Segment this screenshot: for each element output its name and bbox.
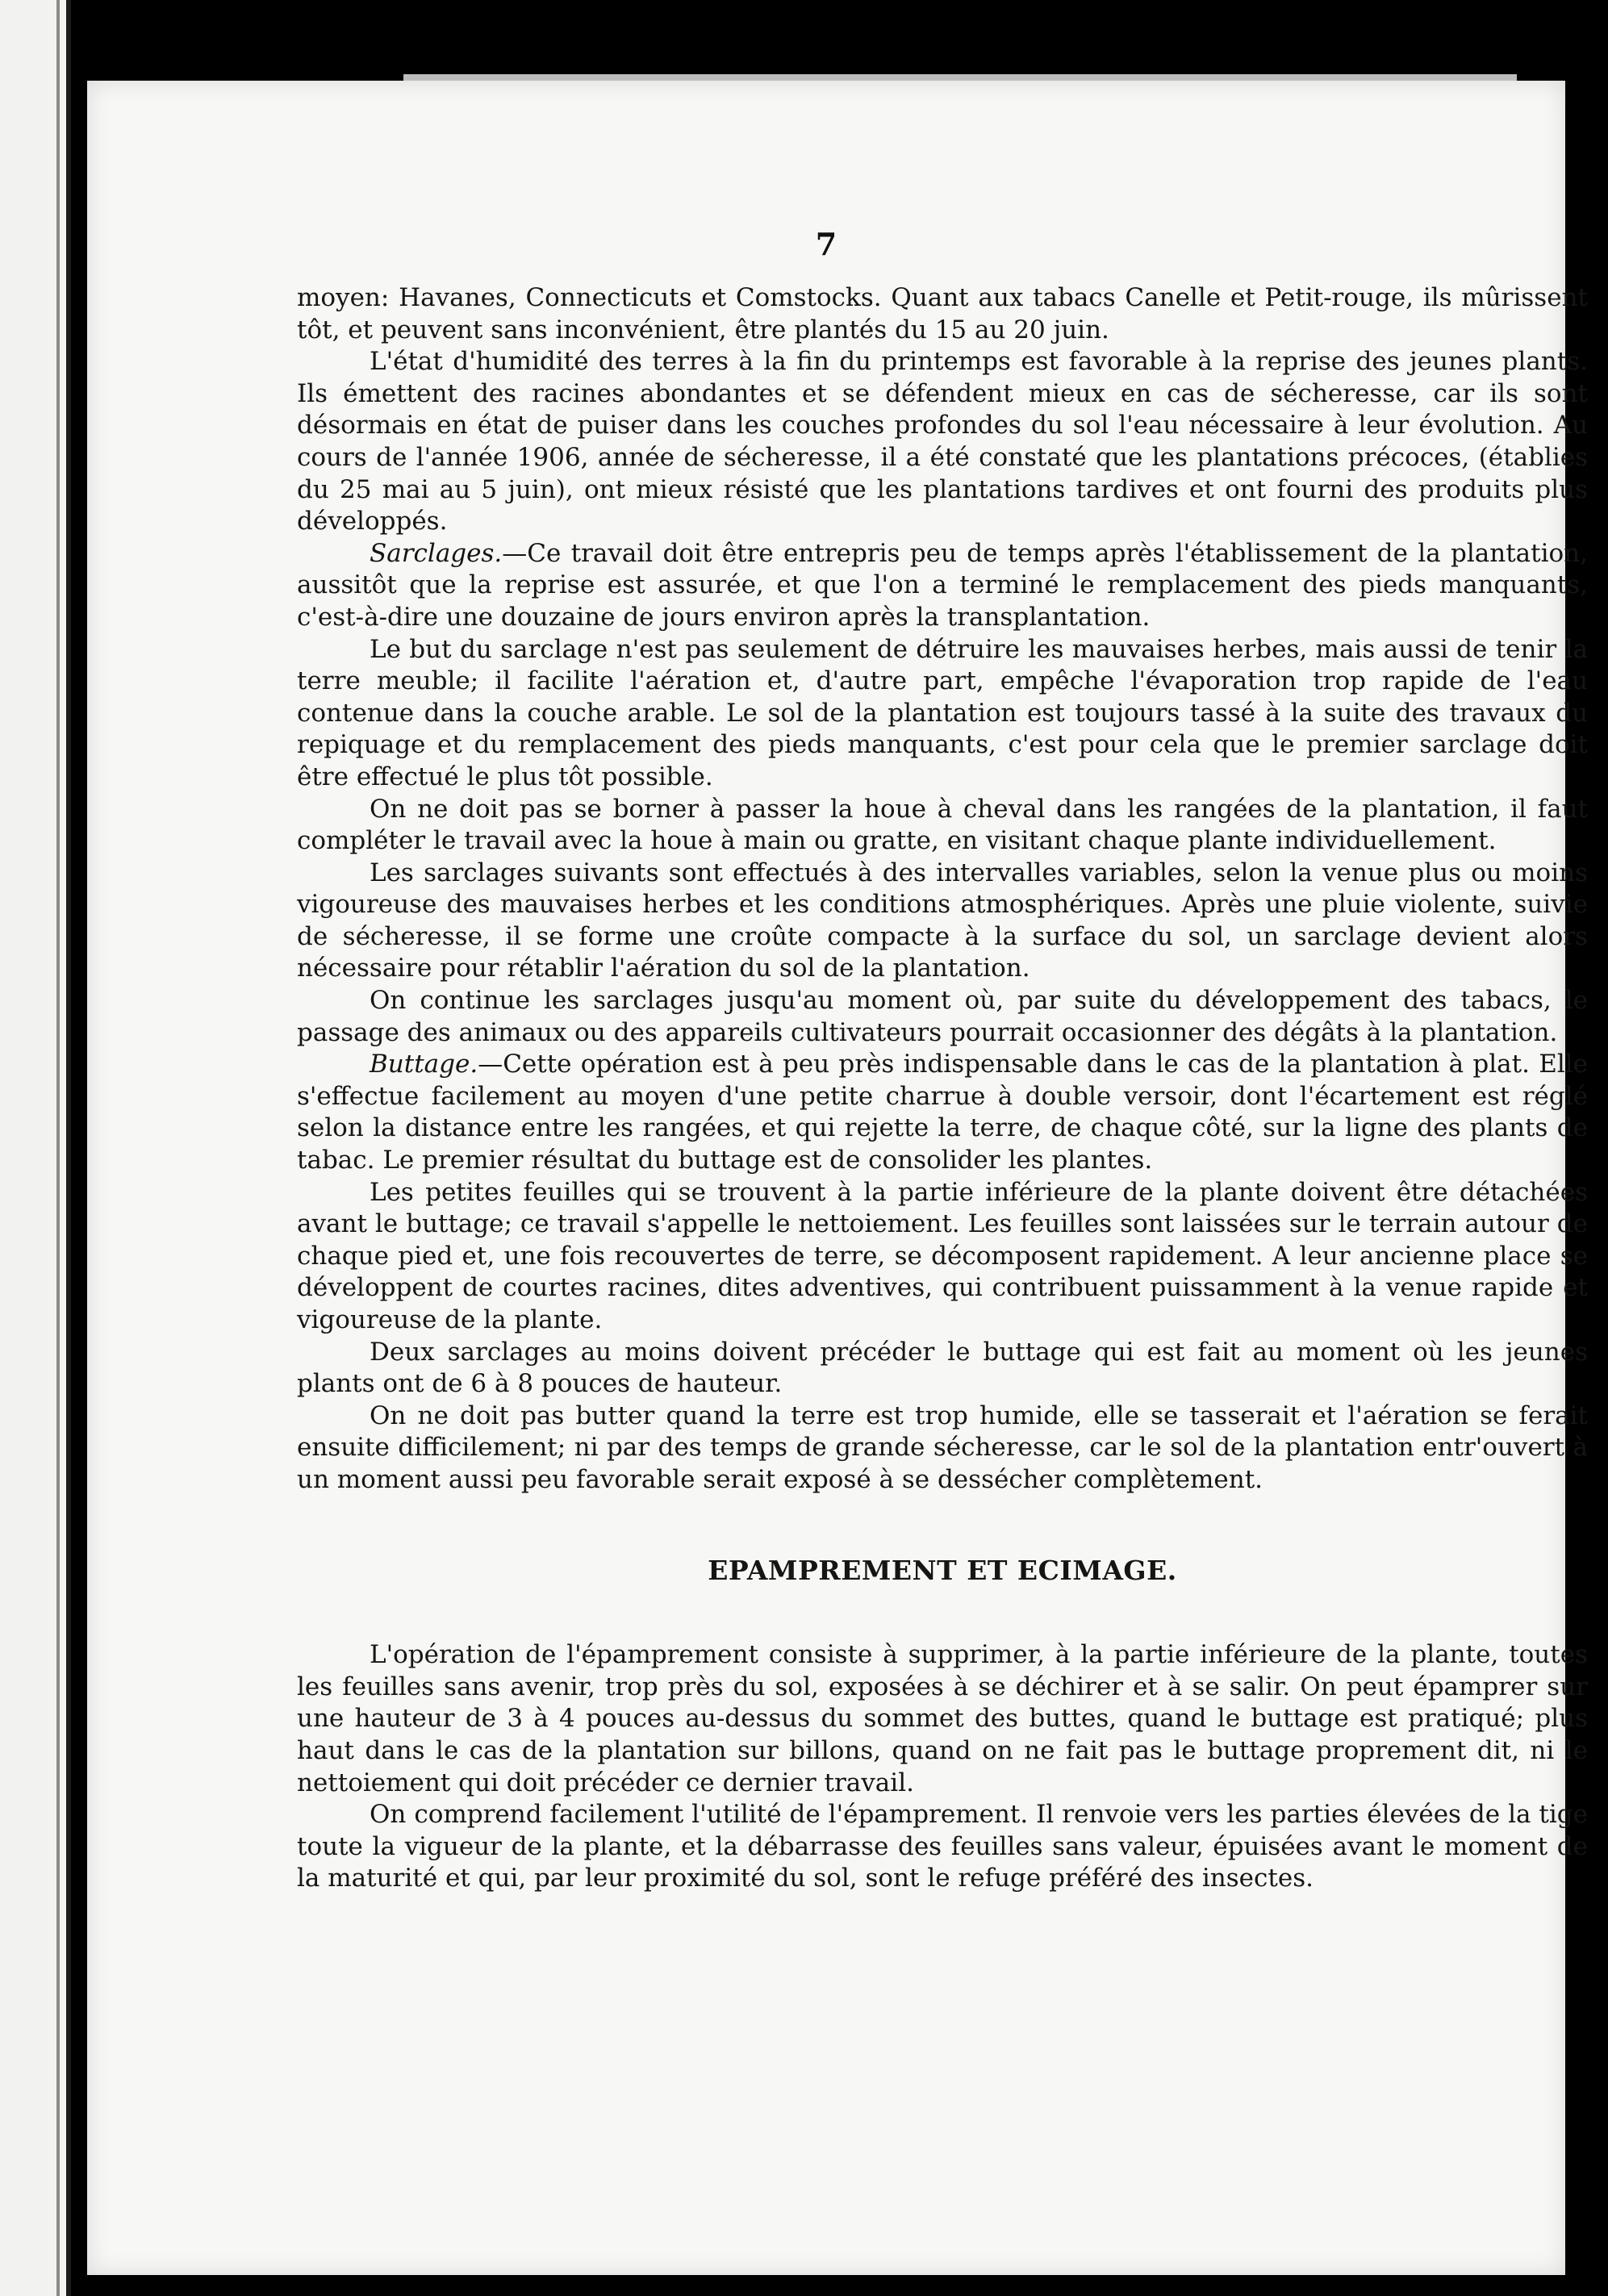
paragraph: Deux sarclages au moins doivent précéder le buttage qui est fait au moment où les jeunes plants ont de 6 à 8 pouces de hauteur. (297, 1337, 1588, 1399)
paragraph: moyen: Havanes, Connecticuts et Comstocks. Quant aux tabacs Canelle et Petit-rouge, ils mûrissent tôt, et peuvent sans inconvénient, être plantés du 15 au 20 juin. (297, 283, 1588, 344)
paragraph: L'opération de l'épamprement consiste à supprimer, à la partie inférieure de la plante, toutes les feuilles sans avenir, trop près du sol, exposées à se déchirer et à se salir. On peut épamprer sur une hauteur de 3 à 4 pouces au-dessus du sommet des buttes, quand le buttage est pratiqué; plus haut dans le cas de la plantation sur billons, quand on ne fait pas le buttage proprement dit, ni le nettoiement qui doit précéder ce dernier travail. (297, 1640, 1588, 1797)
paragraph: Les petites feuilles qui se trouvent à la partie inférieure de la plante doivent être détachées avant le buttage; ce travail s'appelle le nettoiement. Les feuilles sont laissées sur le terrain autour de chaque pied et, une fois recouvertes de terre, se décomposent rapidement. A leur ancienne place se développent de courtes racines, dites adventives, qui contribuent puissamment à la venue rapide et vigoureuse de la plante. (297, 1177, 1588, 1334)
facing-page-edge (0, 0, 71, 2296)
page-number: 7 (815, 226, 837, 262)
paragraph: On ne doit pas se borner à passer la houe à cheval dans les rangées de la plantation, il faut compléter le travail avec la houe à main ou gratte, en visitant chaque plante individuellement. (297, 794, 1588, 856)
paragraph: Le but du sarclage n'est pas seulement de détruire les mauvaises herbes, mais aussi de tenir la terre meuble; il facilite l'aération et, d'autre part, empêche l'évaporation trop rapide de l'eau contenue dans la couche arable. Le sol de la plantation est toujours tassé à la suite des travaux du repiquage et du remplacement des pieds manquants, c'est pour cela que le premier sarclage doit être effectué le plus tôt possible. (297, 634, 1588, 791)
binding-shadow (56, 0, 60, 2296)
body-text (297, 282, 1588, 1895)
run-in-heading: Sarclages. (370, 538, 503, 568)
paragraph: Les sarclages suivants sont effectués à des intervalles variables, selon la venue plus ou moins vigoureuse des mauvaises herbes et les conditions atmosphériques. Après une pluie violente, suivie de sécheresse, il se forme une croûte compacte à la surface du sol, un sarclage devient alors nécessaire pour rétablir l'aération du sol de la plantation. (297, 858, 1588, 983)
paragraph: Buttage.—Cette opération est à peu près indispensable dans le cas de la plantation à plat. Elle s'effectue facilement au moyen d'une petite charrue à double versoir, dont l'écartement est réglé selon la distance entre les rangées, et qui rejette la terre, de chaque côté, sur la ligne des plants de tabac. Le premier résultat du buttage est de consolider les plantes. (297, 1050, 1588, 1175)
paragraph: On continue les sarclages jusqu'au moment où, par suite du développement des tabacs, le passage des animaux ou des appareils cultivateurs pourrait occasionner des dégâts à la plantation. (297, 986, 1588, 1047)
document-page (87, 81, 1588, 2275)
run-in-heading: Buttage. (370, 1050, 478, 1079)
paragraph: L'état d'humidité des terres à la fin du printemps est favorable à la reprise des jeunes plants. Ils émettent des racines abondantes et se défendent mieux en cas de sécheresse, car ils sont désormais en état de puiser dans les couches profondes du sol l'eau nécessaire à leur évolution. Au cours de l'année 1906, année de sécheresse, il a été constaté que les plantations précoces, (établies du 25 mai au 5 juin), ont mieux résisté que les plantations tardives et ont fourni des produits plus développés. (297, 347, 1588, 536)
paragraph: On comprend facilement l'utilité de l'épamprement. Il renvoie vers les parties élevées de la tige toute la vigueur de la plante, et la débarrasse des feuilles sans valeur, épuisées avant le moment de la maturité et qui, par leur proximité du sol, sont le refuge préféré des insectes. (297, 1800, 1588, 1893)
paragraph: Sarclages.—Ce travail doit être entrepris peu de temps après l'établissement de la plantation, aussitôt que la reprise est assurée, et que l'on a terminé le remplacement des pieds manquants, c'est-à-dire une douzaine de jours environ après la transplantation. (297, 538, 1588, 632)
paragraph: On ne doit pas butter quand la terre est trop humide, elle se tasserait et l'aération se ferait ensuite difficilement; ni par des temps de grande sécheresse, car le sol de la plantation entr'ouvert à un moment aussi peu favorable serait exposé à se dessécher complètement. (297, 1401, 1588, 1494)
section-heading: EPAMPREMENT ET ECIMAGE. (708, 1554, 1177, 1586)
